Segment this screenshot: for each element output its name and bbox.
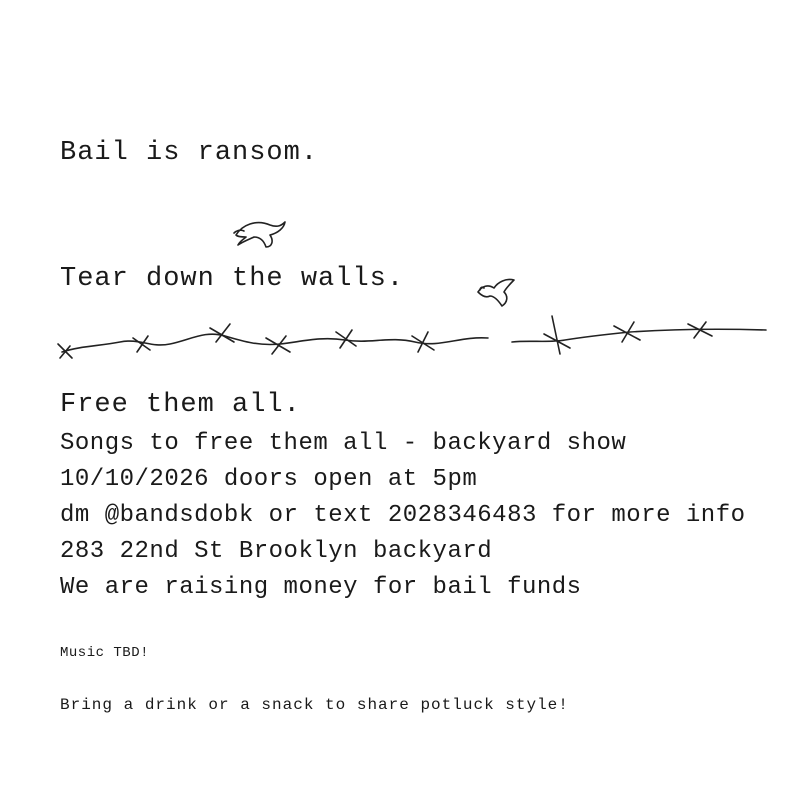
music-note: Music TBD! xyxy=(60,645,150,661)
event-title: Songs to free them all - backyard show xyxy=(60,430,627,457)
event-purpose: We are raising money for bail funds xyxy=(60,574,582,601)
headline-line-1: Bail is ransom. xyxy=(60,138,319,168)
potluck-note: Bring a drink or a snack to share potluck style! xyxy=(60,696,569,714)
headline-line-2: Tear down the walls. xyxy=(60,264,405,294)
event-address: 283 22nd St Brooklyn backyard xyxy=(60,538,493,565)
bird-icon xyxy=(234,222,285,247)
barbed-wire-icon xyxy=(58,316,766,358)
illustration xyxy=(0,200,800,380)
event-details xyxy=(60,426,760,606)
headline-line-3: Free them all. xyxy=(60,390,301,420)
event-contact: dm @bandsdobk or text 2028346483 for more info xyxy=(60,502,746,529)
event-date: 10/10/2026 doors open at 5pm xyxy=(60,466,478,493)
bird-icon xyxy=(478,279,514,306)
